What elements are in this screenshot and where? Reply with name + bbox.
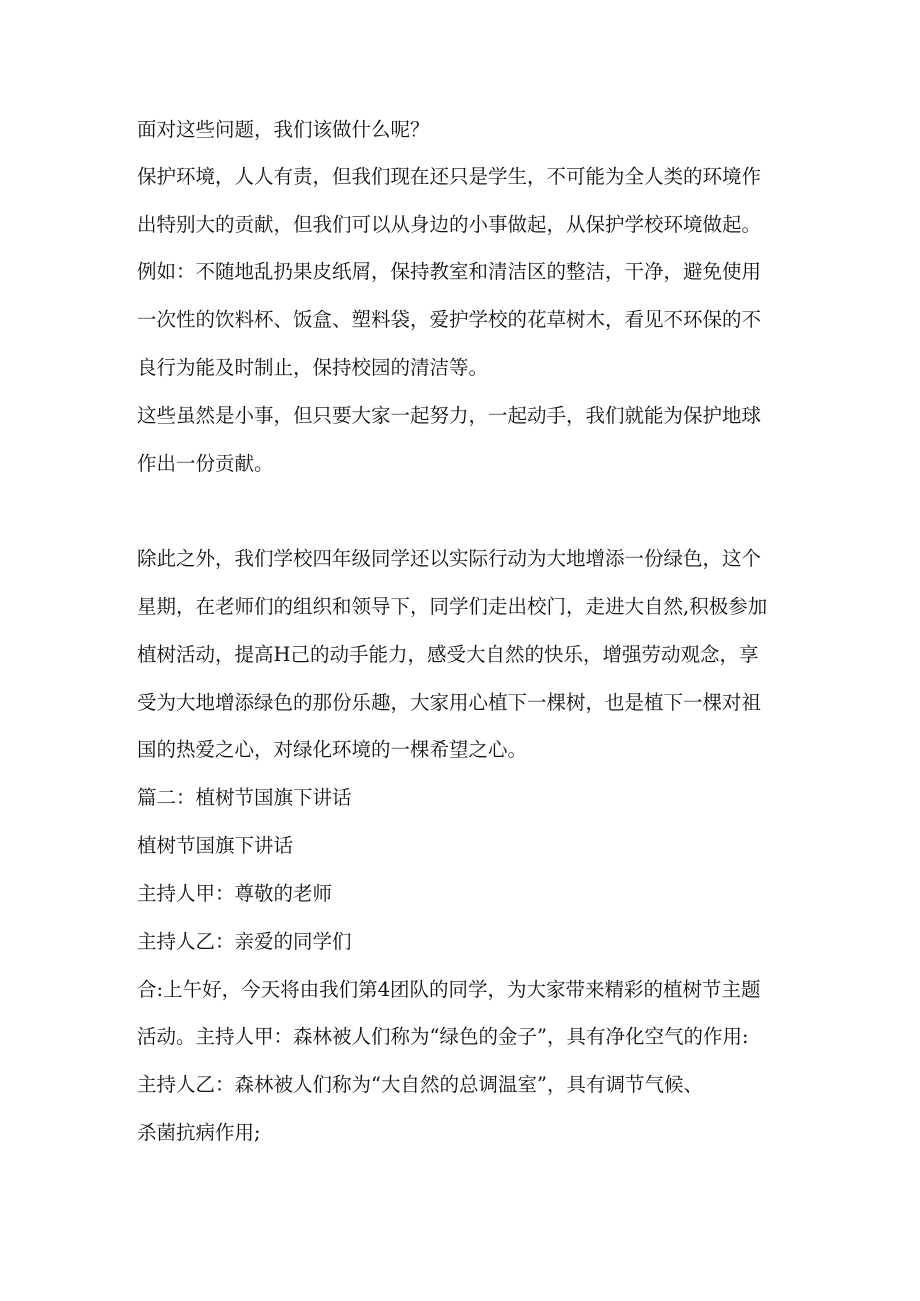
text-line: 植树节国旗下讲话 (137, 834, 294, 857)
text-line: 作出一份贡献。 (137, 452, 274, 475)
text-line: 这些虽然是小事，但只要大家一起努力，一起动手，我们就能为保护地球 (137, 404, 762, 427)
text-line: 一次性的饮料杯、饭盒、塑料袋，爱护学校的花草树木，看见不环保的不 (137, 308, 762, 331)
text-line: 除此之外，我们学校四年级同学还以实际行动为大地增添一份绿色，这个 (137, 547, 762, 570)
text-line: 受为大地增添绿色的那份乐趣，大家用心植下一棵树，也是植下一棵对祖 (137, 691, 762, 714)
text-line: 主持人甲：尊敬的老师 (137, 882, 333, 905)
text-line: 国的热爱之心，对绿化环境的一棵希望之心。 (137, 738, 528, 761)
text-line: 良行为能及时制止，保持校园的清洁等。 (137, 356, 489, 379)
text-line: 星期，在老师们的组织和领导下，同学们走出校门，走进大自然,积极参加 (137, 595, 768, 618)
text-line: 主持人乙：森林被人们称为“大自然的总调温室”，具有调节气候、 (137, 1073, 703, 1096)
text-line: 例如：不随地乱扔果皮纸屑，保持教室和清洁区的整洁，干净，避免使用 (137, 260, 762, 283)
text-line: 植树活动，提高H己的动手能力，感受大自然的快乐，增强劳动观念，享 (137, 643, 759, 666)
text-line: 出特别大的贡献，但我们可以从身边的小事做起，从保护学校环境做起。 (137, 213, 762, 236)
text-line: 面对这些问题，我们该做什么呢？ (137, 118, 430, 141)
text-line: 合:上午好，今天将由我们第4团队的同学，为大家带来精彩的植树节主题 (137, 978, 761, 1001)
text-line: 保护环境，人人有责，但我们现在还只是学生，不可能为全人类的环境作 (137, 165, 762, 188)
text-line: 活动。主持人甲：森林被人们称为“绿色的金子”，具有净化空气的作用: (137, 1025, 749, 1048)
text-line: 杀菌抗病作用; (137, 1121, 261, 1144)
text-line: 主持人乙：亲爱的同学们 (137, 930, 352, 953)
text-line: 篇二：植树节国旗下讲话 (137, 786, 352, 809)
